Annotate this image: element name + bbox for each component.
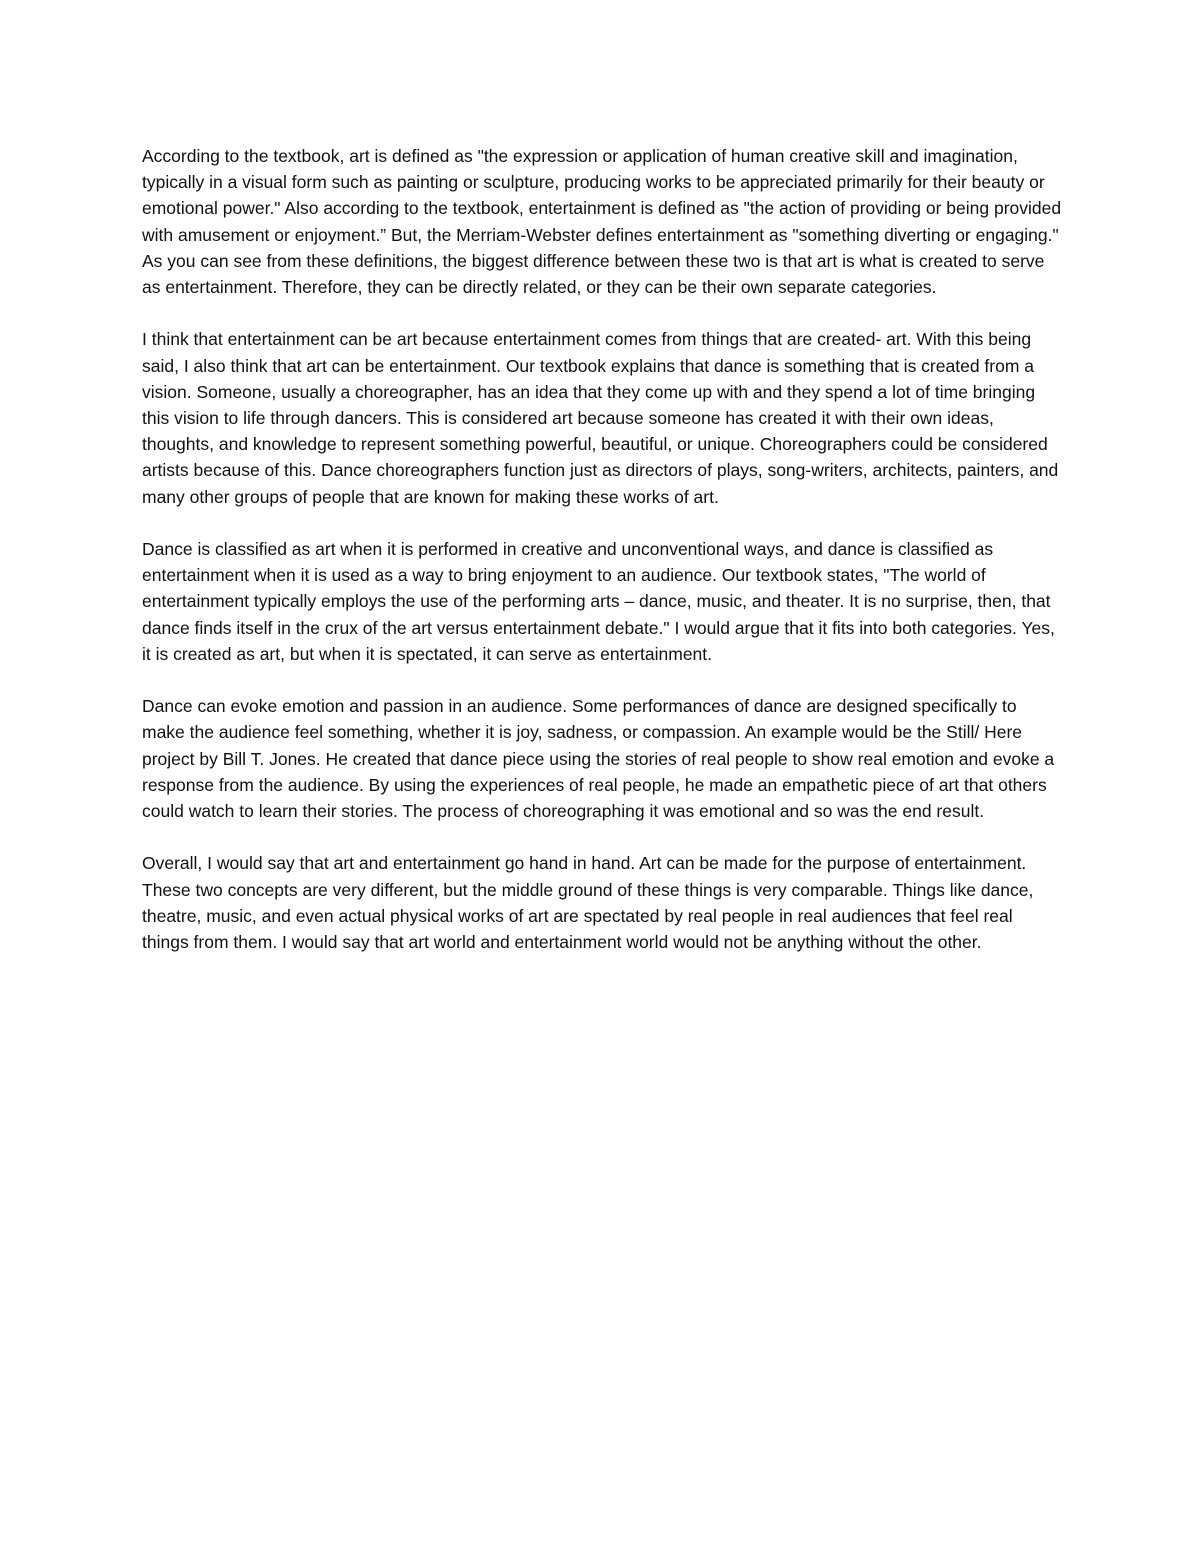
paragraph-entertainment-as-art: I think that entertainment can be art because entertainment comes from things that are created- art. With this being said, I also think that art can be entertainment. Our textbook explains that dance is something that is created from a vision. Someone, usually a choreographer, has an idea that they come up with and they spend a lot of time bringing this vision to life through dancers. This is considered art because someone has created it with their own ideas, thoughts, and knowledge to represent something powerful, beautiful, or unique. Choreographers could be considered artists because of this. Dance choreographers function just as directors of plays, song-writers, architects, painters, and many other groups of people that are known for making these works of art. [142,329,1059,507]
document-body [142,143,1062,955]
paragraph-dance-classification: Dance is classified as art when it is performed in creative and unconventional ways, and dance is classified as entertainment when it is used as a way to bring enjoyment to an audience. Our textbook states, "The world of entertainment typically employs the use of the performing arts – dance, music, and theater. It is no surprise, then, that dance finds itself in the crux of the art versus entertainment debate." I would argue that it fits into both categories. Yes, it is created as art, but when it is spectated, it can serve as entertainment. [142,539,1055,664]
paragraph-dance-emotion: Dance can evoke emotion and passion in an audience. Some performances of dance are designed specifically to make the audience feel something, whether it is joy, sadness, or compassion. An example would be the Still/ Here project by Bill T. Jones. He created that dance piece using the stories of real people to show real emotion and evoke a response from the audience. By using the experiences of real people, he made an empathetic piece of art that others could watch to learn their stories. The process of choreographing it was emotional and so was the end result. [142,696,1055,822]
paragraph-conclusion: Overall, I would say that art and entertainment go hand in hand. Art can be made for the purpose of entertainment. These two concepts are very different, but the middle ground of these things is very comparable. Things like dance, theatre, music, and even actual physical works of art are spectated by real people in real audiences that feel real things from them. I would say that art world and entertainment world would not be anything without the other. [142,853,1034,953]
paragraph-definitions: According to the textbook, art is defined as "the expression or application of human creative skill and imagination, typically in a visual form such as painting or sculpture, producing works to be appreciated primarily for their beauty or emotional power." Also according to the textbook, entertainment is defined as "the action of providing or being provided with amusement or enjoyment.” But, the Merriam-Webster defines entertainment as "something diverting or engaging." As you can see from these definitions, the biggest difference between these two is that art is what is created to serve as entertainment. Therefore, they can be directly related, or they can be their own separate categories. [142,146,1062,298]
